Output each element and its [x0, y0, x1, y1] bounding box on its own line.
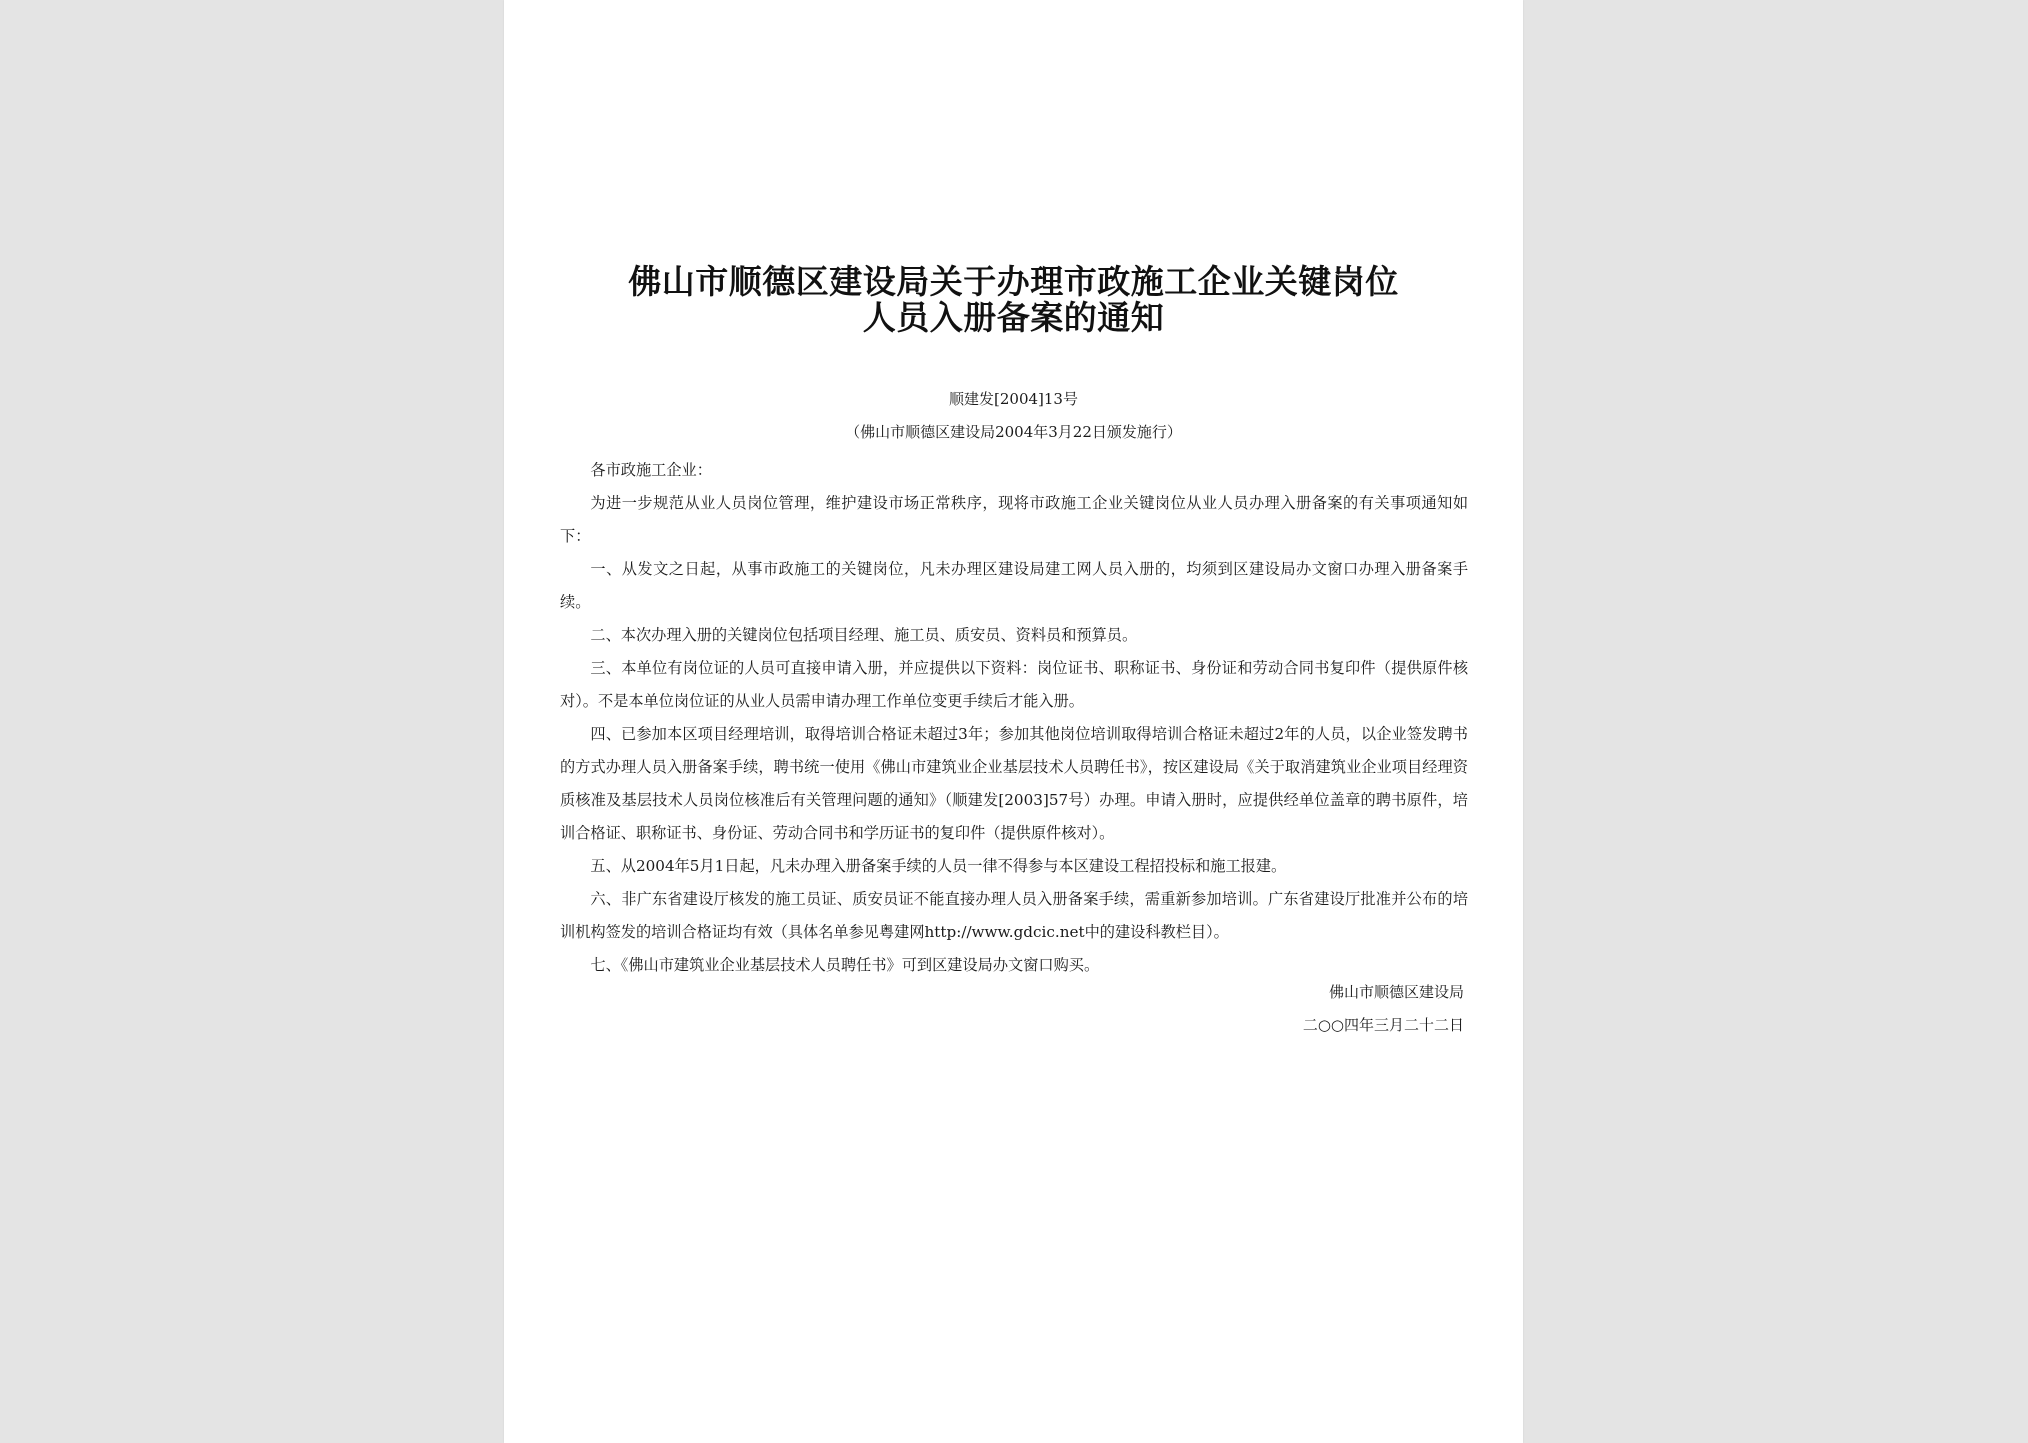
issued-note: （佛山市顺德区建设局2004年3月22日颁发施行）: [845, 423, 1182, 441]
document-page: [504, 0, 1523, 1443]
salutation: 各市政施工企业：: [590, 461, 712, 479]
document-title-line-2: 人员入册备案的通知: [862, 298, 1165, 337]
paragraph-item-6: 六、非广东省建设厅核发的施工员证、质安员证不能直接办理人员入册备案手续，需重新参加培训。广东省建设厅批准并公布的培训机构签发的培训合格证均有效（具体名单参见粤建网http://www.gdcic.net中的建设科教栏目）。: [560, 890, 1468, 941]
paragraph-intro: 为进一步规范从业人员岗位管理，维护建设市场正常秩序，现将市政施工企业关键岗位从业人员办理入册备案的有关事项通知如下：: [560, 494, 1468, 545]
document-body: [560, 454, 1468, 982]
paragraph-item-2: 二、本次办理入册的关键岗位包括项目经理、施工员、质安员、资料员和预算员。: [590, 626, 1138, 644]
signature-date: 二○○四年三月二十二日: [1302, 1016, 1464, 1034]
paragraph-item-5: 五、从2004年5月1日起，凡未办理入册备案手续的人员一律不得参与本区建设工程招投标和施工报建。: [590, 857, 1287, 875]
paragraph-item-1: 一、从发文之日起，从事市政施工的关键岗位，凡未办理区建设局建工网人员入册的，均须到区建设局办文窗口办理入册备案手续。: [560, 560, 1468, 611]
document-number: 顺建发[2004]13号: [949, 390, 1078, 408]
signature-organization: 佛山市顺德区建设局: [1328, 983, 1464, 1001]
paragraph-item-4: 四、已参加本区项目经理培训，取得培训合格证未超过3年；参加其他岗位培训取得培训合格证未超过2年的人员，以企业签发聘书的方式办理人员入册备案手续，聘书统一使用《佛山市建筑业企业基层技术人员聘任书》，按区建设局《关于取消建筑业企业项目经理资质核准及基层技术人员岗位核准后有关管理问题的通知》（顺建发[2003]57号）办理。申请入册时，应提供经单位盖章的聘书原件，培训合格证、职称证书、身份证、劳动合同书和学历证书的复印件（提供原件核对）。: [560, 725, 1468, 842]
paragraph-item-3: 三、本单位有岗位证的人员可直接申请入册，并应提供以下资料：岗位证书、职称证书、身份证和劳动合同书复印件（提供原件核对）。不是本单位岗位证的从业人员需申请办理工作单位变更手续后才能入册。: [560, 659, 1468, 710]
paragraph-item-7: 七、《佛山市建筑业企业基层技术人员聘任书》可到区建设局办文窗口购买。: [590, 956, 1100, 974]
document-title-line-1: 佛山市顺德区建设局关于办理市政施工企业关键岗位: [628, 262, 1399, 301]
